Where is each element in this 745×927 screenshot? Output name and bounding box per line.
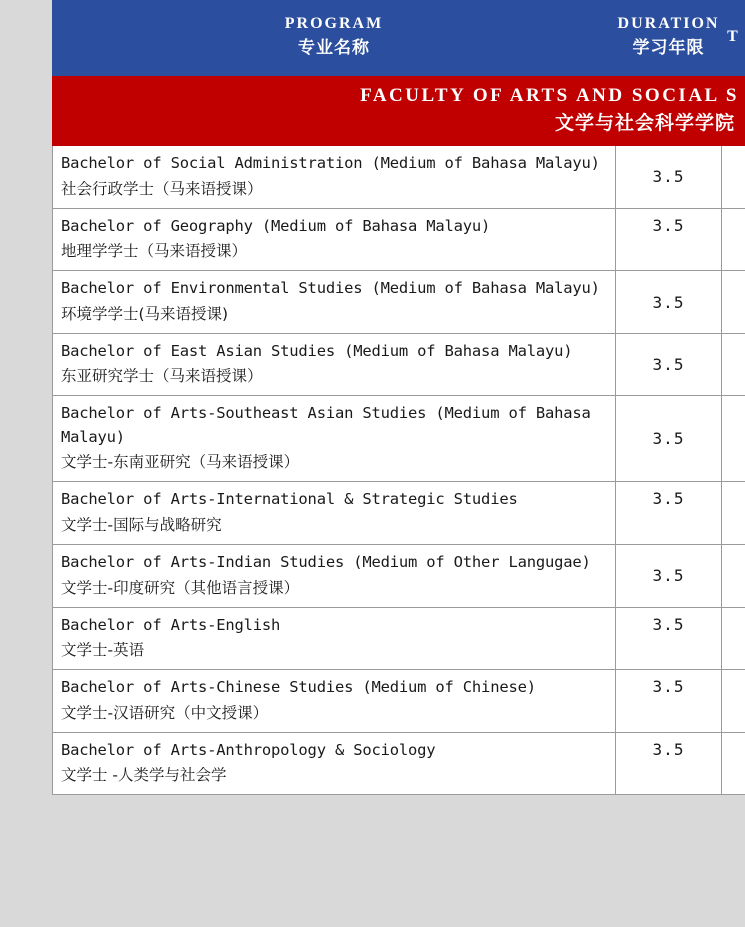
program-cell [53,670,616,733]
faculty-banner-cell [53,76,745,146]
program-name-cn: 文学士-东南亚研究（马来语授课） [61,453,300,472]
program-cell [53,607,616,670]
table-row [53,271,745,334]
third-cell [722,545,745,608]
program-name-cn: 文学士-印度研究（其他语言授课） [61,578,300,597]
table-body [53,76,745,795]
third-cell [722,271,745,334]
table-row [53,607,745,670]
column-header-program-cn: 专业名称 [298,38,370,59]
table-row [53,482,745,545]
program-name-en: Bachelor of Geography (Medium of Bahasa Malayu) [61,216,491,235]
third-cell [722,208,745,271]
program-name-cn: 文学士-汉语研究（中文授课） [61,703,269,722]
program-cell [53,208,616,271]
table-row [53,670,745,733]
duration-cell: 3.5 [616,670,722,733]
program-name-cn: 社会行政学士（马来语授课） [61,179,263,198]
column-header-program [53,1,616,76]
program-name-cn: 东亚研究学士（马来语授课） [61,367,263,386]
program-name-en: Bachelor of Arts-Southeast Asian Studies (Medium of Bahasa Malayu) [61,404,591,446]
third-cell [722,482,745,545]
table-row [53,396,745,482]
duration-cell: 3.5 [616,607,722,670]
third-cell [722,607,745,670]
duration-cell: 3.5 [616,482,722,545]
table-row [53,333,745,396]
program-name-cn: 文学士-英语 [61,641,145,660]
program-name-en: Bachelor of East Asian Studies (Medium of Bahasa Malayu) [61,341,573,360]
column-header-duration-en: DURATION [617,15,720,33]
third-cell [722,732,745,795]
program-cell [53,271,616,334]
program-name-cn: 环境学学士(马来语授课) [61,304,229,323]
program-name-en: Bachelor of Arts-Indian Studies (Medium of Other Langugae) [61,553,591,572]
column-header-duration-cn: 学习年限 [632,38,705,59]
program-name-en: Bachelor of Arts-Chinese Studies (Medium of Chinese) [61,678,536,697]
table-header-row [53,1,745,76]
column-header-third [722,1,745,76]
duration-cell: 3.5 [616,732,722,795]
faculty-banner-cn: 文学与社会科学学院 [554,111,735,134]
table-row [53,208,745,271]
program-name-en: Bachelor of Arts-Anthropology & Sociology [61,740,436,759]
faculty-banner-row [53,76,745,146]
duration-cell: 3.5 [616,271,722,334]
third-cell [722,146,745,209]
column-header-third-en: T [727,28,740,45]
document-body [52,0,745,795]
column-header-program-en: PROGRAM [284,15,384,33]
third-cell [722,333,745,396]
program-name-cn: 文学士-国际与战略研究 [61,516,222,534]
programs-table [52,0,745,795]
column-header-duration [616,1,722,76]
program-name-en: Bachelor of Arts-International & Strategic Studies [61,490,518,509]
program-name-en: Bachelor of Environmental Studies (Medium of Bahasa Malayu) [61,279,600,298]
duration-cell: 3.5 [616,146,722,209]
table-row [53,545,745,608]
table-header [53,1,745,76]
program-cell [53,732,616,795]
duration-cell: 3.5 [616,545,722,608]
program-cell [53,333,616,396]
table-row [53,146,745,209]
third-cell [722,670,745,733]
program-cell [53,482,616,545]
duration-cell: 3.5 [616,396,722,482]
faculty-banner-en: FACULTY OF ARTS AND SOCIAL S [360,85,739,106]
program-cell [53,545,616,608]
duration-cell: 3.5 [616,208,722,271]
program-name-en: Bachelor of Social Administration (Medium of Bahasa Malayu) [61,154,600,173]
program-cell [53,146,616,209]
third-cell [722,396,745,482]
program-cell [53,396,616,482]
program-name-cn: 地理学学士（马来语授课） [61,242,248,261]
program-name-en: Bachelor of Arts-English [61,615,281,634]
table-row [53,732,745,795]
program-name-cn: 文学士 -人类学与社会学 [61,766,227,785]
duration-cell: 3.5 [616,333,722,396]
